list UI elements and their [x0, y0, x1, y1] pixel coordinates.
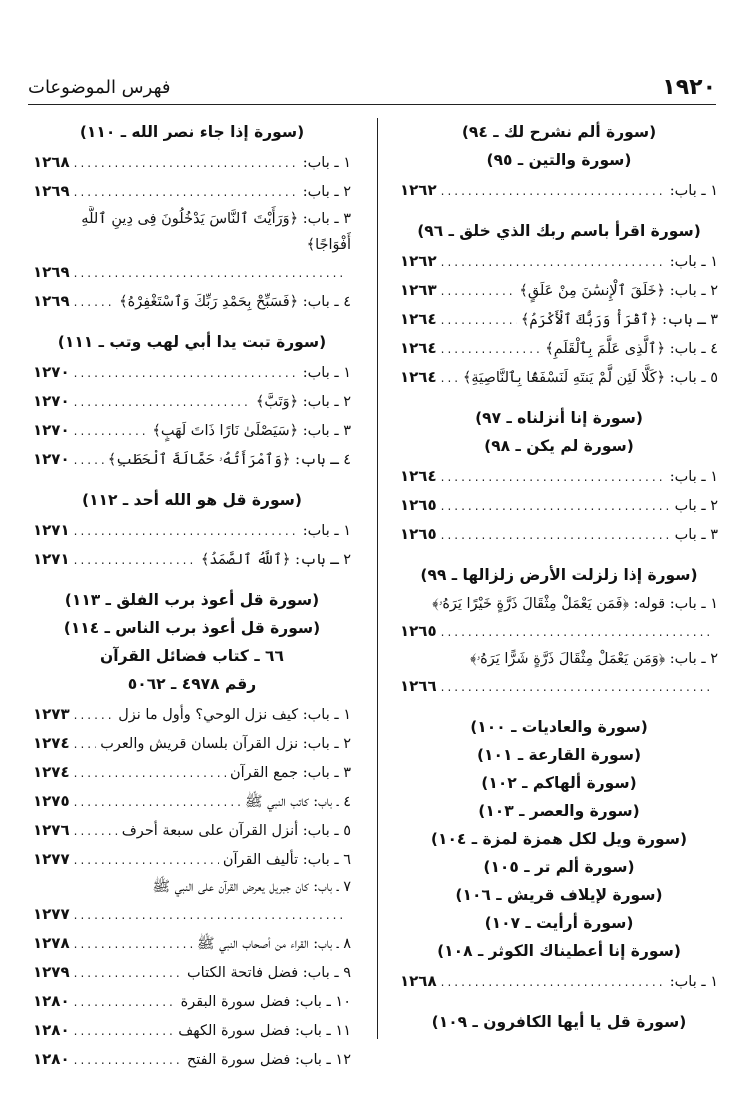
toc-entry-label: ٢ ـ باب: [674, 498, 718, 514]
section-heading: (سورة أرأيت ـ ١٠٧): [484, 914, 634, 932]
toc-page-number: ١٢٦٨: [33, 153, 70, 171]
toc-entry-label: ١ ـ باب:: [302, 155, 351, 171]
toc-entry[interactable]: [400, 176, 718, 205]
dot-leader: [74, 149, 299, 177]
dot-leader: [74, 517, 299, 545]
toc-page-number: ١٢٦٢: [400, 181, 437, 199]
dot-leader: [74, 817, 118, 845]
toc-entry[interactable]: [33, 845, 351, 874]
spacer: [400, 701, 718, 715]
section-heading: (سورة والتين ـ ٩٥): [486, 151, 632, 169]
toc-page-number: ١٢٧٧: [33, 905, 70, 923]
spacer: [33, 316, 351, 330]
toc-entry[interactable]: [400, 334, 718, 363]
toc-entry[interactable]: [400, 462, 718, 491]
dot-leader: [441, 177, 666, 205]
section-heading: (سورة إذا زلزلت الأرض زلزالها ـ ٩٩): [420, 566, 698, 584]
toc-entry[interactable]: [33, 516, 351, 545]
dot-leader: [74, 446, 104, 474]
section-heading: (سورة إنا أنزلناه ـ ٩٧): [475, 409, 643, 427]
dot-leader: [74, 1046, 183, 1074]
dot-leader: [441, 618, 714, 646]
section-heading: (سورة تبت يدا أبي لهب وتب ـ ١١١): [57, 333, 327, 351]
dot-leader: [441, 968, 666, 996]
toc-entry-text: ٢ ـ باب: ﴿وَمَن يَعْمَلْ مِثْقَالَ ذَرَّةٍ شَرًّا يَرَهُۥ﴾: [470, 651, 718, 667]
dot-leader: [74, 901, 347, 929]
toc-page-number: ١٢٧٠: [33, 363, 70, 381]
dot-leader: [441, 492, 671, 520]
dot-leader: [441, 521, 671, 549]
section-heading: (سورة قل يا أيها الكافرون ـ ١٠٩): [431, 1013, 687, 1031]
toc-entry-label: ٥ ـ باب: ﴿كَلَّا لَئِن لَّمْ يَنتَهِ لَنَسْفَعًۢا بِٱلنَّاصِيَةِ﴾: [462, 370, 718, 386]
spacer: [33, 574, 351, 588]
dot-leader: [441, 673, 714, 701]
toc-page-number: ١٢٦٤: [400, 368, 437, 386]
toc-page-number: ١٢٦٤: [400, 310, 437, 328]
section-heading: (سورة إذا جاء نصر الله ـ ١١٠): [79, 123, 305, 141]
toc-entry[interactable]: [33, 929, 351, 958]
section-heading: ٦٦ ـ كتاب فضائل القرآن: [100, 647, 284, 665]
toc-entry[interactable]: [400, 520, 718, 549]
toc-entry[interactable]: [33, 987, 351, 1016]
dot-leader: [74, 846, 219, 874]
spacer: [33, 474, 351, 488]
toc-page-number: ١٢٦٤: [400, 467, 437, 485]
dot-leader: [441, 306, 517, 334]
dot-leader: [74, 701, 115, 729]
toc-page-number: ١٢٦٥: [400, 525, 437, 543]
toc-page-number: ١٢٦٩: [33, 263, 70, 281]
dot-leader: [74, 959, 183, 987]
dot-leader: [441, 335, 542, 363]
toc-entry[interactable]: [33, 545, 351, 574]
toc-entry-label: ٣ ـ باب: [674, 527, 718, 543]
dot-leader: [74, 359, 299, 387]
toc-entry-text: ١ ـ باب: قوله: ﴿فَمَن يَعْمَلْ مِثْقَالَ ذَرَّةٍ خَيْرًا يَرَهُۥ﴾: [432, 596, 718, 612]
section-heading: (سورة ألم نشرح لك ـ ٩٤): [461, 123, 657, 141]
toc-entry[interactable]: [33, 358, 351, 387]
toc-page-number: ١٢٦٥: [400, 496, 437, 514]
toc-entry-label: ٤ ـ باب: كاتب النبي ﷺ: [244, 794, 351, 810]
toc-entry[interactable]: [33, 445, 351, 474]
toc-entry[interactable]: [33, 1016, 351, 1045]
toc-entry-label: ٢ ـ باب: ﴿وَتَبَّ﴾: [255, 394, 351, 410]
section-heading: (سورة لم يكن ـ ٩٨): [484, 437, 634, 455]
section-heading: (سورة والعاديات ـ ١٠٠): [470, 718, 648, 736]
section-heading: (سورة قل أعوذ برب الناس ـ ١١٤): [63, 619, 321, 637]
dot-leader: [74, 1017, 175, 1045]
toc-entry-label: ١٠ ـ باب: فضل سورة البقرة: [180, 994, 351, 1010]
toc-entry-label: ٣ ـ باب: ﴿ٱقْرَأْ وَرَبُّكَ ٱلْأَكْرَمُ﴾: [520, 312, 718, 328]
toc-entry-label: ٥ ـ باب: أنزل القرآن على سبعة أحرف: [121, 823, 351, 839]
toc-page-number: ١٢٧٠: [33, 392, 70, 410]
dot-leader: [441, 277, 516, 305]
toc-page-number: ١٢٧٤: [33, 763, 70, 781]
toc-entry[interactable]: [33, 287, 351, 316]
toc-entry[interactable]: [33, 387, 351, 416]
toc-entry-label: ٨ ـ باب: القراء من أصحاب النبي ﷺ: [196, 936, 351, 952]
dot-leader: [74, 788, 241, 816]
toc-entry-label: ١ ـ باب:: [302, 523, 351, 539]
toc-entry[interactable]: [33, 700, 351, 729]
section-heading: (سورة قل هو الله أحد ـ ١١٢): [81, 491, 303, 509]
toc-entry-label: ٩ ـ باب: فضل فاتحة الكتاب: [187, 965, 351, 981]
toc-entry[interactable]: [33, 729, 351, 758]
toc-page-number: ١٢٨٠: [33, 992, 70, 1010]
toc-page-number: ١٢٦٥: [400, 622, 437, 640]
toc-page-number: ١٢٨٠: [33, 1050, 70, 1068]
toc-entry[interactable]: [33, 416, 351, 445]
toc-entry-label: ١٢ ـ باب: فضل سورة الفتح: [186, 1052, 351, 1068]
toc-entry-label: ٢ ـ باب: ﴿ٱللَّهُ ٱلصَّمَدُ﴾: [200, 552, 351, 568]
toc-entry-label: ١١ ـ باب: فضل سورة الكهف: [178, 1023, 351, 1039]
toc-entry[interactable]: [33, 177, 351, 206]
toc-page-number: ١٢٦٢: [400, 252, 437, 270]
toc-entry[interactable]: [33, 900, 351, 929]
toc-entry[interactable]: [400, 617, 718, 646]
toc-page-number: ١٢٧١: [33, 550, 70, 568]
toc-entry-label: ١ ـ باب:: [302, 365, 351, 381]
toc-entry-label: ١ ـ باب:: [669, 183, 718, 199]
section-heading: (سورة ويل لكل همزة لمزة ـ ١٠٤): [430, 830, 688, 848]
toc-page-number: ١٢٧٦: [33, 821, 70, 839]
toc-entry[interactable]: [400, 491, 718, 520]
page-title: فهرس الموضوعات: [28, 76, 171, 98]
spacer: [400, 996, 718, 1010]
toc-entry-label: ١ ـ باب:: [669, 974, 718, 990]
toc-entry[interactable]: [33, 1045, 351, 1074]
toc-entry[interactable]: [400, 363, 718, 392]
toc-page-number: ١٢٦٨: [400, 972, 437, 990]
section-heading: (سورة ألم تر ـ ١٠٥): [483, 858, 635, 876]
toc-entry[interactable]: [33, 758, 351, 787]
section-heading: (سورة لإيلاف قريش ـ ١٠٦): [455, 886, 663, 904]
toc-entry-text: ٧ ـ باب: كان جبريل يعرض القرآن على النبي ﷺ: [152, 879, 351, 895]
toc-page-number: ١٢٦٩: [33, 292, 70, 310]
section-heading: رقم ٤٩٧٨ ـ ٥٠٦٢: [127, 675, 257, 693]
dot-leader: [441, 248, 666, 276]
toc-page-number: ١٢٨٠: [33, 1021, 70, 1039]
section-heading: (سورة قل أعوذ برب الفلق ـ ١١٣): [64, 591, 320, 609]
section-heading: (سورة والعصر ـ ١٠٣): [478, 802, 640, 820]
section-heading: (سورة إنا أعطيناك الكوثر ـ ١٠٨): [437, 942, 681, 960]
toc-entry[interactable]: [33, 787, 351, 816]
spacer: [400, 549, 718, 563]
toc-entry-label: ٤ ـ باب: ﴿ٱلَّذِى عَلَّمَ بِٱلْقَلَمِ﴾: [545, 341, 718, 357]
toc-entry-label: ١ ـ باب:: [669, 254, 718, 270]
left-column: [33, 120, 351, 1074]
dot-leader: [441, 364, 459, 392]
dot-leader: [74, 259, 347, 287]
toc-page-number: ١٢٧٩: [33, 963, 70, 981]
toc-entry-label: ٤ ـ باب: ﴿فَسَبِّحْ بِحَمْدِ رَبِّكَ وَٱسْتَغْفِرْهُ﴾: [119, 294, 351, 310]
section-heading: (سورة ألهاكم ـ ١٠٢): [481, 774, 637, 792]
toc-page-number: ١٢٧٤: [33, 734, 70, 752]
spacer: [400, 205, 718, 219]
right-column: [400, 120, 718, 1038]
toc-entry[interactable]: [400, 276, 718, 305]
toc-entry[interactable]: [400, 305, 718, 334]
toc-page-number: ١٢٦٩: [33, 182, 70, 200]
toc-page-number: ١٢٦٤: [400, 339, 437, 357]
toc-entry[interactable]: [33, 148, 351, 177]
toc-page-number: ١٢٦٦: [400, 677, 437, 695]
column-divider: [377, 118, 378, 1039]
dot-leader: [441, 463, 666, 491]
toc-entry-label: ١ ـ باب: كيف نزل الوحي؟ وأول ما نزل: [118, 707, 351, 723]
toc-entry-label: ٢ ـ باب:: [302, 184, 351, 200]
toc-entry-label: ٢ ـ باب: نزل القرآن بلسان قريش والعرب: [100, 736, 351, 752]
dot-leader: [74, 546, 197, 574]
toc-entry[interactable]: [33, 258, 351, 287]
toc-entry-label: ٤ ـ باب: ﴿وَٱمْرَأَتُهُۥ حَمَّالَةَ ٱلْحَطَبِ﴾: [107, 452, 351, 468]
dot-leader: [74, 988, 177, 1016]
toc-page-number: ١٢٧٨: [33, 934, 70, 952]
dot-leader: [74, 730, 97, 758]
toc-entry[interactable]: [400, 247, 718, 276]
toc-page-number: ١٢٧٧: [33, 850, 70, 868]
toc-entry[interactable]: [33, 816, 351, 845]
page-number: ١٩٢٠: [662, 74, 716, 100]
section-heading: (سورة اقرأ باسم ربك الذي خلق ـ ٩٦): [417, 222, 701, 240]
toc-entry-label: ٢ ـ باب: ﴿خَلَقَ ٱلْإِنسَٰنَ مِنْ عَلَقٍ﴾: [519, 283, 718, 299]
dot-leader: [74, 178, 299, 206]
dot-leader: [74, 930, 193, 958]
toc-entry-label: ٦ ـ باب: تأليف القرآن: [222, 852, 351, 868]
toc-entry-text: ٣ ـ باب: ﴿وَرَأَيْتَ ٱلنَّاسَ يَدْخُلُونَ فِى دِينِ ٱللَّهِ أَفْوَاجًا﴾: [81, 211, 351, 253]
section-heading: (سورة القارعة ـ ١٠١): [476, 746, 642, 764]
toc-entry[interactable]: [400, 672, 718, 701]
toc-page-number: ١٢٧٥: [33, 792, 70, 810]
toc-entry-label: ١ ـ باب:: [669, 469, 718, 485]
dot-leader: [74, 417, 149, 445]
dot-leader: [74, 388, 252, 416]
spacer: [400, 392, 718, 406]
toc-entry-label: ٣ ـ باب: ﴿سَيَصْلَىٰ نَارًا ذَاتَ لَهَبٍ﴾: [152, 423, 351, 439]
dot-leader: [74, 288, 115, 316]
toc-page-number: ١٢٧٠: [33, 421, 70, 439]
toc-entry[interactable]: [400, 967, 718, 996]
dot-leader: [74, 759, 226, 787]
toc-page-number: ١٢٧٣: [33, 705, 70, 723]
toc-page-number: ١٢٦٣: [400, 281, 437, 299]
toc-page-number: ١٢٧١: [33, 521, 70, 539]
toc-page-number: ١٢٧٠: [33, 450, 70, 468]
page-header: [28, 70, 716, 105]
toc-entry-label: ٣ ـ باب: جمع القرآن: [230, 765, 351, 781]
toc-entry[interactable]: [33, 958, 351, 987]
